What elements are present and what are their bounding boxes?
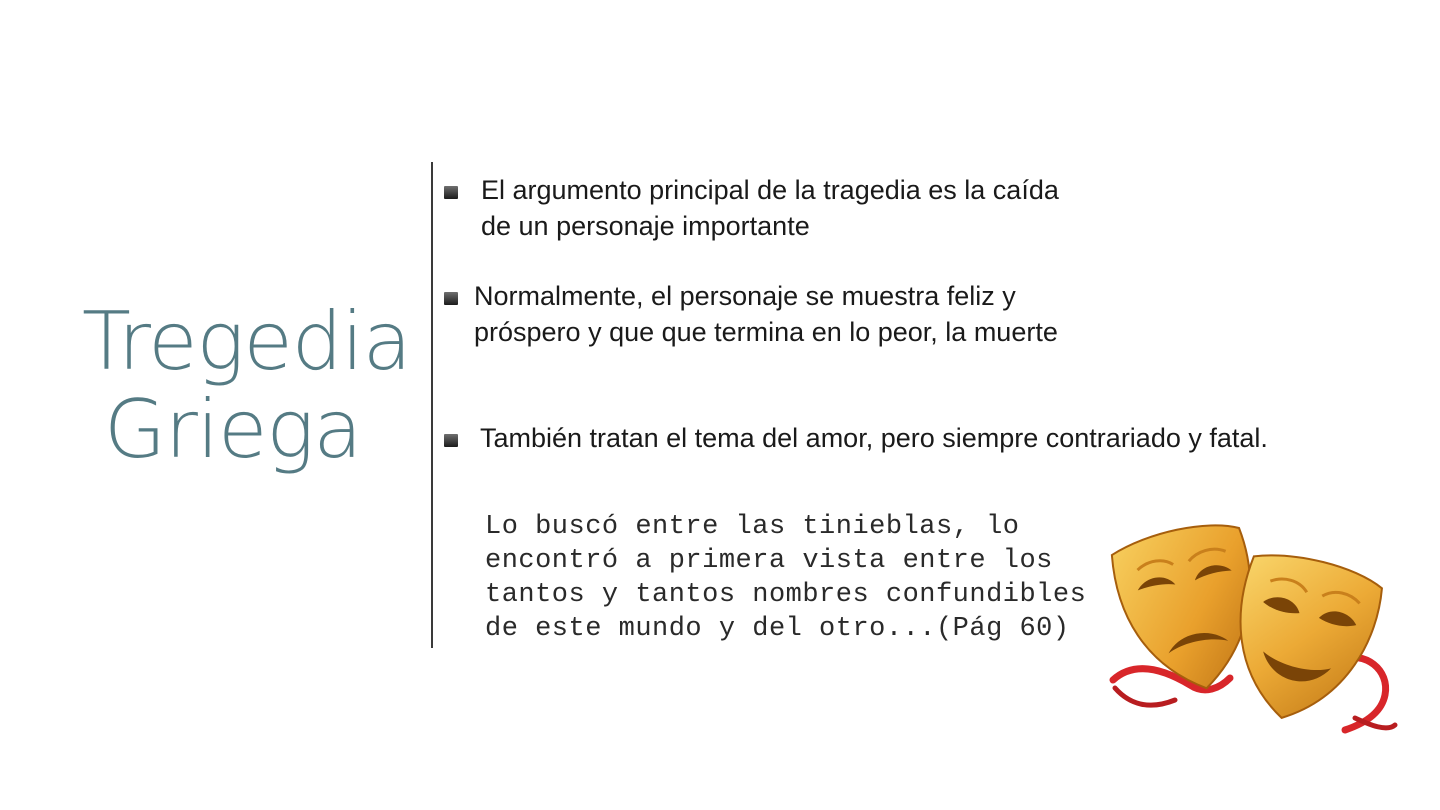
vertical-divider [431,162,433,648]
bullet-text: Normalmente, el personaje se muestra feliz y próspero y que que termina en lo peor, la muerte [474,281,1058,347]
bullet-square-icon [444,292,458,305]
bullet-text: También tratan el tema del amor, pero siempre contrariado y fatal. [480,423,1268,453]
slide-title [82,295,427,476]
book-quote: Lo buscó entre las tinieblas, lo encontró a primera vista entre los tantos y tantos nombres confundibles de este mundo y del otro...(Pág 60) [485,512,1087,644]
bullet-item [444,172,1084,244]
bullet-item [444,278,1084,350]
bullet-square-icon [444,434,458,447]
bullet-text: El argumento principal de la tragedia es la caída de un personaje importante [481,175,1059,241]
theater-masks-icon [1105,520,1400,740]
bullet-item [444,420,1384,456]
slide-title-line-1: Tregedia [82,295,411,388]
bullet-square-icon [444,186,458,199]
slide-title-line-2: Griega [104,383,362,476]
